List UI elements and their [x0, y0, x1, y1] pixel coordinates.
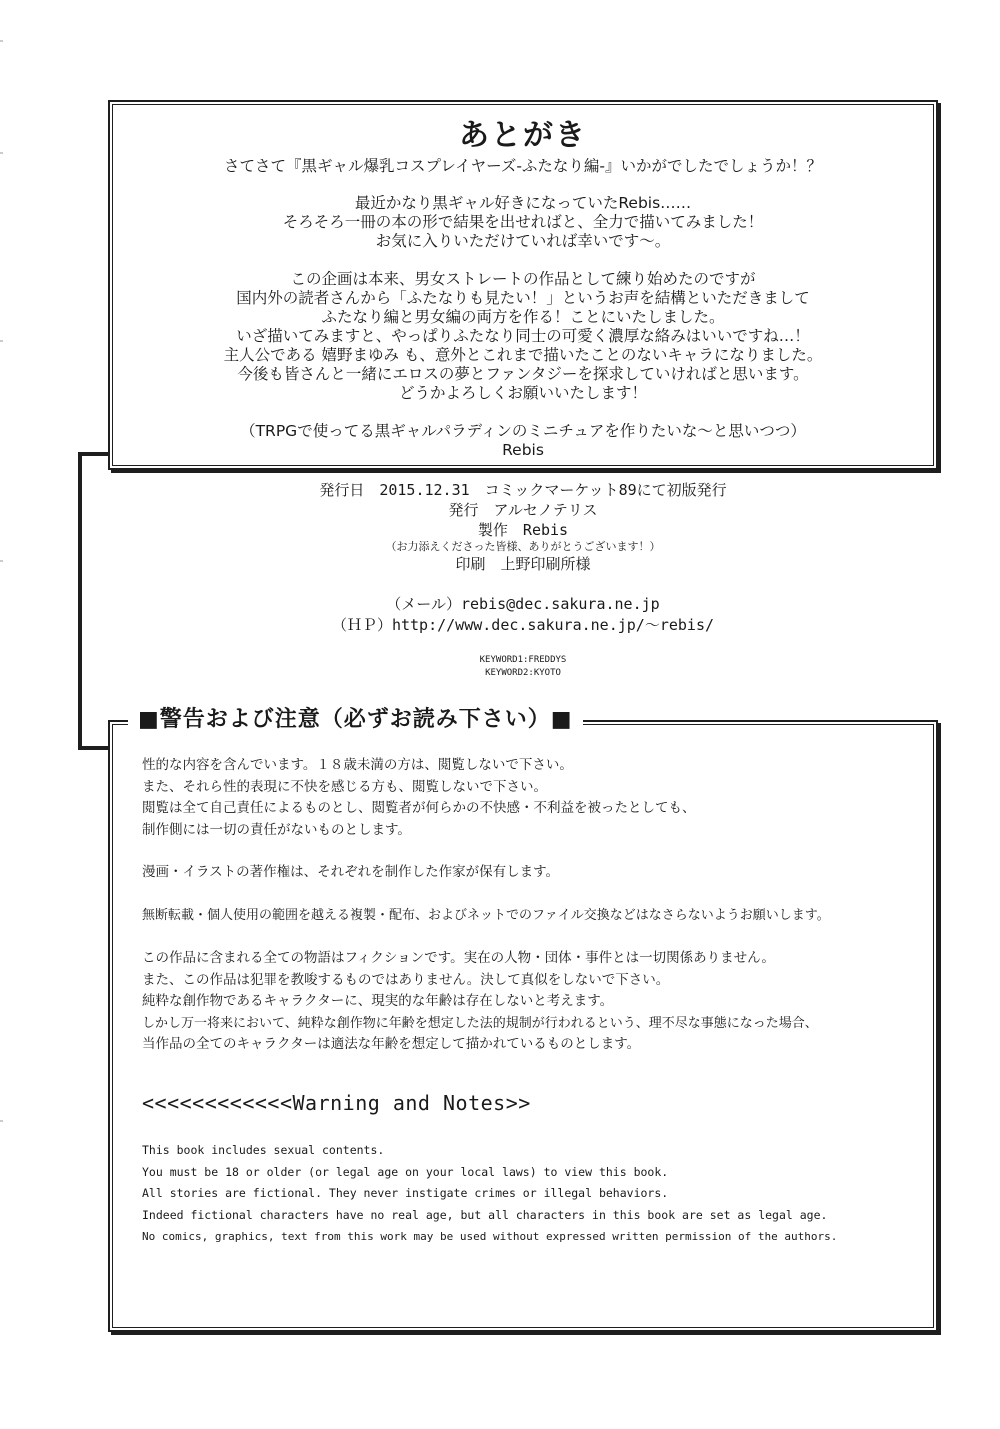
printer: 印刷 上野印刷所様 — [455, 555, 591, 573]
afterword-paragraph-2 — [108, 194, 938, 251]
warning-paragraph-2 — [142, 862, 922, 884]
english-warning-text — [142, 1140, 922, 1248]
text-line: Indeed fictional characters have no real age, but all characters in this book are set as legal age. — [142, 1207, 828, 1222]
keyword-2: KEYWORD2:KYOTO — [485, 668, 561, 678]
text-line: お気に入りいただけていれば幸いです～。 — [375, 232, 671, 250]
text-line: All stories are fictional. They never instigate crimes or illegal behaviors. — [142, 1186, 669, 1200]
text-line: しかし万一将来において、純粋な創作物に年齢を想定した法的規制が行われるという、理不尽な事態になった場合、 — [142, 1015, 818, 1031]
text-line: どうかよろしくお願いいたします！ — [398, 384, 647, 402]
text-line: 今後も皆さんと一緒にエロスの夢とファンタジーを探求していければと思います。 — [237, 365, 809, 383]
publication-date: 発行日 2015.12.31 コミックマーケット89にて初版発行 — [319, 481, 727, 499]
english-warning-heading: <<<<<<<<<<<<Warning and Notes>> — [142, 1091, 531, 1115]
afterword-paragraph-3 — [108, 270, 938, 403]
warning-heading: ■警告および注意（必ずお読み下さい）■ — [128, 702, 583, 733]
text-line: This book includes sexual contents. — [142, 1143, 385, 1157]
text-line: いざ描いてみますと、やっぱりふたなり同士の可愛く濃厚な絡みはいいですね…！ — [236, 327, 810, 345]
text-line: 制作側には一切の責任がないものとします。 — [142, 821, 411, 838]
scan-mark — [0, 152, 3, 154]
scan-mark — [0, 560, 3, 562]
warning-paragraph-3 — [142, 905, 922, 927]
frame-connector — [78, 452, 110, 456]
text-line: 当作品の全てのキャラクターは適法な年齢を想定して描かれているものとします。 — [142, 1036, 641, 1052]
afterword-signature: Rebis — [502, 441, 544, 459]
text-line: 漫画・イラストの著作権は、それぞれを制作した作家が保有します。 — [142, 864, 560, 880]
author: 製作 Rebis — [477, 521, 569, 539]
frame-connector — [78, 746, 110, 750]
contact-info — [108, 594, 938, 636]
text-line: ふたなり編と男女編の両方を作る！ことにいたしました。 — [321, 308, 725, 326]
afterword-paragraph-1 — [108, 157, 938, 176]
text-line: 純粋な創作物であるキャラクターに、現実的な年齢は存在しないと考えます。 — [142, 993, 614, 1009]
frame-connector — [78, 452, 82, 750]
afterword-note — [108, 422, 938, 460]
text-line: この企画は本来、男女ストレートの作品として練り始めたのですが — [290, 270, 756, 288]
mail-address: （メール）rebis@dec.sakura.ne.jp — [386, 595, 660, 613]
publisher: 発行 アルセノテリス — [448, 501, 598, 519]
text-line: No comics, graphics, text from this work may be used without expressed written permission of the authors. — [142, 1230, 838, 1243]
text-line: You must be 18 or older (or legal age on your local laws) to view this book. — [142, 1164, 669, 1179]
thanks-note: （お力添えくださった皆様、ありがとうございます！） — [385, 540, 661, 553]
text-line: そろそろ一冊の本の形で結果を出せればと、全力で描いてみました！ — [282, 213, 764, 231]
text-line: さてさて『黒ギャル爆乳コスプレイヤーズ-ふたなり編-』いかがでしたでしょうか！？ — [223, 157, 823, 175]
text-line: 最近かなり黒ギャル好きになっていたRebis…… — [354, 194, 692, 212]
warning-paragraph-4 — [142, 948, 922, 1056]
text-line: 無断転載・個人使用の範囲を越える複製・配布、およびネットでのファイル交換などはなさらないようお願いします。 — [142, 908, 830, 923]
afterword-aside: （TRPGで使ってる黒ギャルパラディンのミニチュアを作りたいな～と思いつつ） — [240, 422, 806, 440]
text-line: 性的な内容を含んでいます。１８歳未満の方は、閲覧しないで下さい。 — [142, 757, 573, 773]
scan-mark — [0, 340, 3, 342]
keyword-1: KEYWORD1:FREDDYS — [479, 655, 567, 665]
warning-paragraph-1 — [142, 755, 922, 841]
afterword-title: あとがき — [459, 118, 587, 153]
scan-mark — [0, 1120, 3, 1122]
text-line: また、それら性的表現に不快を感じる方も、閲覧しないで下さい。 — [142, 778, 547, 795]
text-line: 閲覧は全て自己責任によるものとし、閲覧者が何らかの不快感・不利益を被ったとしても、 — [142, 800, 696, 816]
keywords — [108, 654, 938, 680]
text-line: 国内外の読者さんから「ふたなりも見たい！」というお声を結構といただきまして — [236, 289, 810, 307]
text-line: 主人公である 嬉野まゆみ も、意外とこれまで描いたことのないキャラになりました。 — [223, 346, 823, 364]
homepage-url: （ＨＰ）http://www.dec.sakura.ne.jp/～rebis/ — [331, 616, 715, 634]
text-line: また、この作品は犯罪を教唆するものではありません。決して真似をしないで下さい。 — [142, 971, 670, 988]
colophon — [108, 480, 938, 574]
scan-mark — [0, 40, 3, 42]
text-line: この作品に含まれる全ての物語はフィクションです。実在の人物・団体・事件とは一切関係ありません。 — [142, 950, 775, 966]
